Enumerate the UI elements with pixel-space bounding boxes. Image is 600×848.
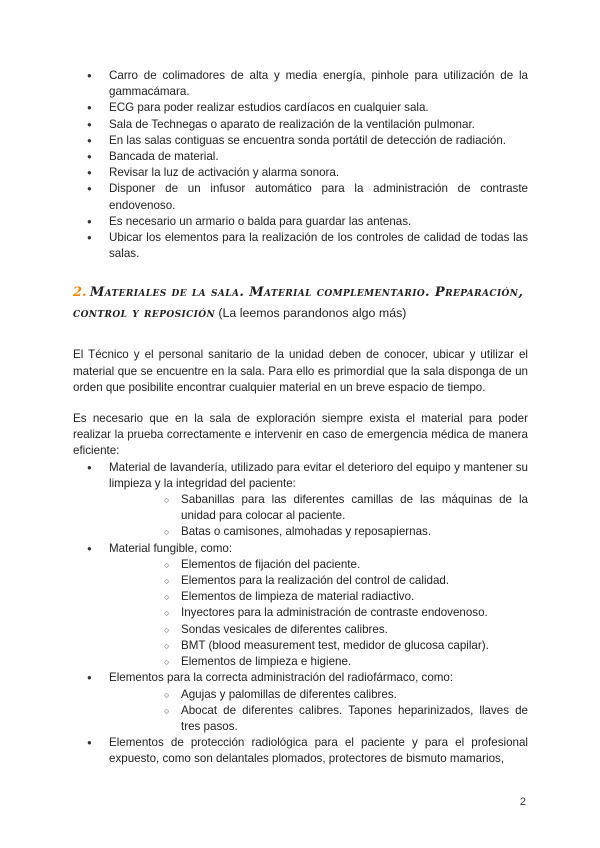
list-item: ● Ubicar los elementos para la realización de los controles de calidad de todas las salas. <box>73 230 528 262</box>
list-item: ● Carro de colimadores de alta y media energía, pinhole para utilización de la gammacámara. <box>73 68 528 100</box>
section-number: 2. <box>73 285 87 301</box>
sub-list-item: ○ Elementos de limpieza de material radiactivo. <box>145 589 528 605</box>
sub-list-item: ○ Sabanillas para las diferentes camillas de las máquinas de la unidad para colocar al paciente. <box>145 492 528 524</box>
sub-list-item: ○ Elementos para la realización del control de calidad. <box>145 573 528 589</box>
list-item-text: Material fungible, como: <box>109 541 233 555</box>
list-item <box>73 735 528 767</box>
list-item <box>73 460 528 541</box>
sub-list <box>109 557 528 670</box>
list-item-text: Elementos para la correcta administración del radiofármaco, como: <box>109 671 454 685</box>
material-list <box>73 460 528 768</box>
list-item: ● Disponer de un infusor automático para la administración de contraste endovenoso. <box>73 181 528 213</box>
sub-list-item: ○ BMT (blood measurement test, medidor de glucosa capilar). <box>145 638 528 654</box>
list-item: ● ECG para poder realizar estudios cardíacos en cualquier sala. <box>73 100 528 116</box>
sub-list-item: ○ Abocat de diferentes calibres. Tapones heparinizados, llaves de tres pasos. <box>145 703 528 735</box>
list-item <box>73 670 528 735</box>
section-title: Materiales de la sala. Material complementario. Preparación, control y reposición <box>73 285 524 322</box>
sub-list-item: ○ Sondas vesicales de diferentes calibres. <box>145 622 528 638</box>
list-item-text: Material de lavandería, utilizado para evitar el deterioro del equipo y mantener su limpieza y la integridad del paciente: <box>109 460 528 490</box>
equipment-list <box>73 68 528 262</box>
list-item: ● Revisar la luz de activación y alarma sonora. <box>73 165 528 181</box>
section-note: (La leemos parandonos algo más) <box>218 306 407 321</box>
list-item: ● Bancada de material. <box>73 149 528 165</box>
sub-list <box>109 492 528 541</box>
page-number: 2 <box>519 796 526 808</box>
sub-list-item: ○ Elementos de limpieza e higiene. <box>145 654 528 670</box>
list-item: ● Es necesario un armario o balda para guardar las antenas. <box>73 214 528 230</box>
sub-list-item: ○ Agujas y palomillas de diferentes calibres. <box>145 687 528 703</box>
sub-list-item: ○ Batas o camisones, almohadas y reposapiernas. <box>145 524 528 540</box>
section-heading <box>73 282 528 324</box>
list-item <box>73 541 528 671</box>
page-content <box>73 68 528 768</box>
paragraph: Es necesario que en la sala de exploración siempre exista el material para poder realizar la prueba correctamente e intervenir en caso de emergencia médica de manera eficiente: <box>73 412 528 458</box>
sub-list-item: ○ Elementos de fijación del paciente. <box>145 557 528 573</box>
sub-list <box>109 687 528 736</box>
list-item: ● En las salas contiguas se encuentra sonda portátil de detección de radiación. <box>73 133 528 149</box>
list-item: ● Sala de Technegas o aparato de realización de la ventilación pulmonar. <box>73 117 528 133</box>
sub-list-item: ○ Inyectores para la administración de contraste endovenoso. <box>145 605 528 621</box>
list-item-text: Elementos de protección radiológica para el paciente y para el profesional expuesto, como son delantales plomados, protectores de bismuto mamarios, <box>109 736 528 766</box>
paragraph: El Técnico y el personal sanitario de la unidad deben de conocer, ubicar y utilizar el material que se encuentre en la sala. Para ello es primordial que la sala disponga de un orden que posibilite encontrar cualquier material en un breve espacio de tiempo. <box>73 348 528 394</box>
